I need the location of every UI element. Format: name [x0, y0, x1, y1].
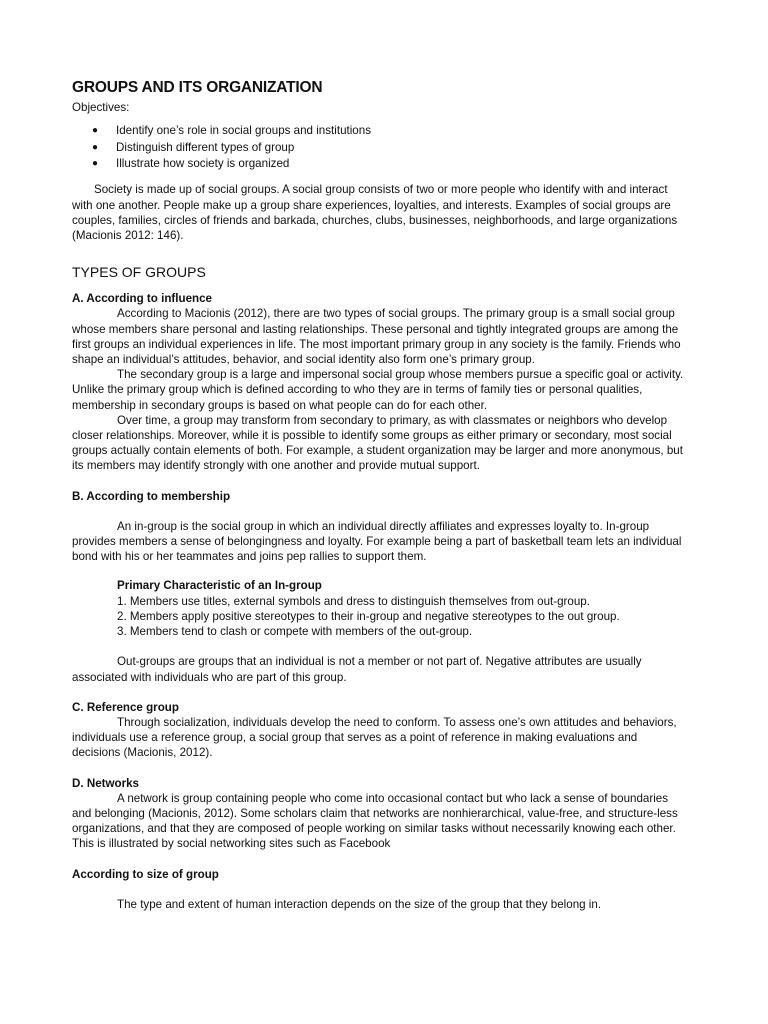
objectives-list: [72, 123, 688, 172]
types-heading: TYPES OF GROUPS: [72, 264, 206, 281]
list-item: 1. Members use titles, external symbols and dress to distinguish themselves from out-group.: [117, 594, 590, 608]
list-item: 2. Members apply positive stereotypes to their in-group and negative stereotypes to the out group.: [117, 609, 620, 623]
paragraph: The secondary group is a large and impersonal social group whose members pursue a specific goal or activity. Unlike the primary group which is defined according to who they are in terms of family ties or personal qualities, membership in secondary groups is based on what people can do for each other.: [72, 368, 684, 412]
list-item: ● Illustrate how society is organized: [92, 156, 688, 172]
paragraph: According to Macionis (2012), there are two types of social groups. The primary group is a small social group whose members share personal and lasting relationships. These personal and tightly integrated groups are among the first groups an individual experiences in life. The most important primary group in any society is the family. Friends who shape an individual’s attitudes, behavior, and social identity also form one’s primary group.: [72, 307, 681, 367]
section-membership: [72, 489, 688, 685]
section-influence: [72, 291, 688, 473]
bullet-icon: ●: [92, 141, 99, 153]
objectives-label: Objectives:: [72, 101, 130, 114]
paragraph: An in-group is the social group in which an individual directly affiliates and expresses loyalty to. In-group provides members a sense of belongingness and loyalty. For example being a part of basketball team lets an individual bond with his or her teammates and joins pep rallies to support them.: [72, 519, 682, 564]
bullet-icon: ●: [92, 125, 99, 137]
list-item: ● Distinguish different types of group: [92, 140, 688, 156]
intro-paragraph: Society is made up of social groups. A social group consists of two or more people who identify with and interact with one another. People make up a group share experiences, loyalties, and interests. Examples of social groups are couples, families, circles of friends and barkada, churches, clubs, businesses, neighborhoods, and large organizations (Macionis 2012: 146).: [72, 183, 678, 243]
paragraph: Out-groups are groups that an individual is not a member or not part of. Negative attributes are usually associated with individuals who are part of this group.: [72, 655, 642, 684]
subsection-title: Primary Characteristic of an In-group: [117, 579, 322, 593]
section-group-size: [72, 867, 688, 912]
paragraph: The type and extent of human interaction depends on the size of the group that they belong in.: [117, 897, 602, 911]
paragraph: Through socialization, individuals develop the need to conform. To assess one’s own attitudes and behaviors, individuals use a reference group, a social group that serves as a point of reference in making evaluations and decisions (Macionis, 2012).: [72, 715, 677, 760]
paragraph: A network is group containing people who come into occasional contact but who lack a sense of boundaries and belonging (Macionis, 2012). Some scholars claim that networks are nonhierarchical, value-free, and structure-less organizations, and that they are composed of people working on similar tasks without necessarily knowing each other. This is illustrated by social networking sites such as Facebook: [72, 791, 678, 851]
document-title: GROUPS AND ITS ORGANIZATION: [72, 79, 323, 96]
section-reference-group: [72, 700, 688, 761]
list-item: 3. Members tend to clash or compete with members of the out-group.: [117, 625, 473, 639]
section-title: C. Reference group: [72, 700, 179, 714]
paragraph: Over time, a group may transform from secondary to primary, as with classmates or neighbors who develop closer relationships. Moreover, while it is possible to identify some groups as either primary or secondary, most social groups actually contain elements of both. For example, a student organization may be larger and more anonymous, but its members may identify strongly with one another and provide mutual support.: [72, 413, 683, 473]
bullet-icon: ●: [92, 158, 99, 170]
list-item: ● Identify one’s role in social groups and institutions: [92, 123, 688, 139]
section-title: A. According to influence: [72, 292, 212, 306]
section-title: D. Networks: [72, 776, 140, 790]
section-networks: [72, 776, 688, 852]
section-title: B. According to membership: [72, 489, 231, 503]
section-title: According to size of group: [72, 867, 219, 881]
